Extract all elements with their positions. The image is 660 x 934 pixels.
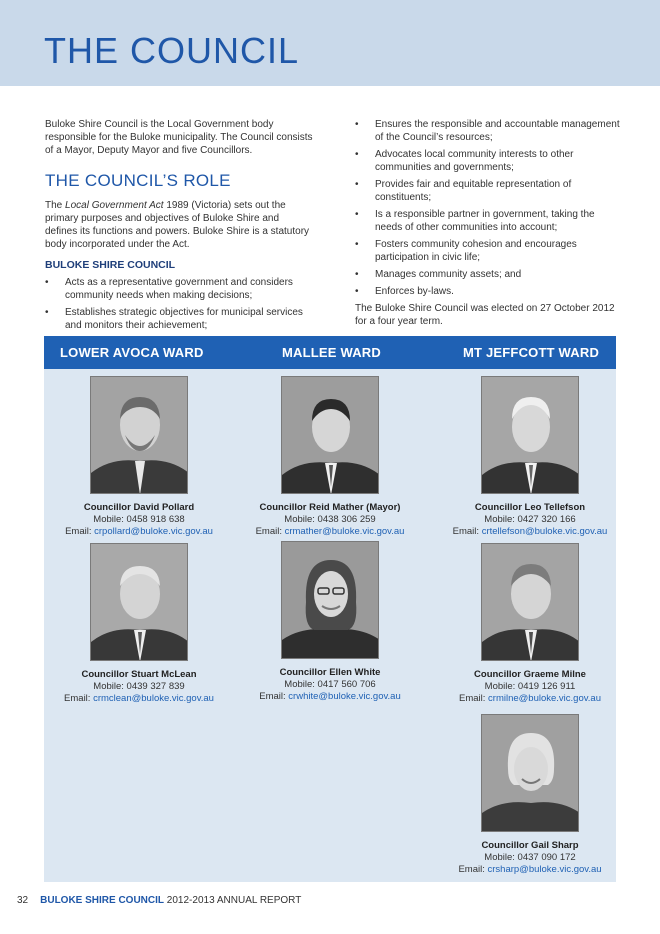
councillor-email-line	[44, 526, 234, 538]
councillor-email-link[interactable]: crmclean@buloke.vic.gov.au	[93, 693, 214, 704]
councillor-email-link[interactable]: crmather@buloke.vic.gov.au	[284, 526, 405, 537]
councillor-panel	[44, 336, 616, 882]
councillor-card-white	[235, 541, 425, 703]
role-bullets-right	[355, 118, 623, 298]
councillor-name: Councillor Leo Tellefson	[474, 502, 586, 513]
councillor-email-line	[435, 693, 625, 705]
councillor-photo	[281, 376, 379, 494]
councillor-card-pollard	[44, 376, 234, 538]
councillor-name: Councillor Graeme Milne	[474, 669, 586, 680]
councillor-email-link[interactable]: crmilne@buloke.vic.gov.au	[488, 693, 601, 704]
footer-report: 2012-2013 ANNUAL REPORT	[164, 895, 302, 906]
list-item: • Ensures the responsible and accountable management of the Council’s resources;	[355, 118, 623, 144]
list-item: • Establishes strategic objectives for municipal services and monitors their achievement;	[45, 306, 313, 332]
councillor-mobile: Mobile: 0427 320 166	[484, 514, 576, 525]
councillor-photo	[481, 376, 579, 494]
council-subheading: BULOKE SHIRE COUNCIL	[45, 259, 176, 271]
email-label: Email:	[458, 693, 486, 704]
left-column	[45, 118, 313, 336]
list-item: • Manages community assets; and	[355, 268, 623, 281]
email-label: Email:	[452, 526, 480, 537]
act-name: Local Government Act	[65, 200, 164, 211]
councillor-card-milne	[435, 543, 625, 705]
councillor-card-tellefson	[435, 376, 625, 538]
councillor-card-mclean	[44, 543, 234, 705]
councillor-email-link[interactable]: crwhite@buloke.vic.gov.au	[288, 691, 401, 702]
councillor-email-line	[435, 864, 625, 876]
councillor-photo	[481, 714, 579, 832]
email-label: Email:	[259, 691, 286, 702]
email-label: Email:	[255, 526, 282, 537]
councillor-photo	[90, 376, 188, 494]
act-paragraph	[45, 199, 313, 251]
footer-org: BULOKE SHIRE COUNCIL	[40, 895, 165, 906]
page-number: 32	[17, 895, 29, 906]
councillor-email-link[interactable]: crtellefson@buloke.vic.gov.au	[481, 526, 608, 537]
councillor-name: Councillor David Pollard	[83, 502, 195, 513]
list-item: • Is a responsible partner in government, taking the needs of other communities into account;	[355, 208, 623, 234]
email-label: Email:	[65, 526, 92, 537]
councillor-mobile: Mobile: 0437 090 172	[484, 852, 576, 863]
councillor-name: Councillor Stuart McLean	[81, 669, 197, 680]
election-note: The Buloke Shire Council was elected on 27 October 2012 for a four year term.	[355, 303, 615, 327]
councillor-email-link[interactable]: crpollard@buloke.vic.gov.au	[94, 526, 213, 537]
councillor-photo	[481, 543, 579, 661]
list-item: • Acts as a representative government and considers community needs when making decisions;	[45, 276, 313, 302]
councillor-name: Councillor Gail Sharp	[481, 840, 579, 851]
councillor-card-sharp	[435, 714, 625, 876]
councillor-mobile: Mobile: 0438 306 259	[284, 514, 376, 525]
right-column	[355, 118, 623, 328]
councillor-mobile: Mobile: 0439 327 839	[93, 681, 185, 692]
councillor-email-line	[435, 526, 625, 538]
role-heading: THE COUNCIL’S ROLE	[45, 171, 231, 190]
councillor-email-line	[235, 691, 425, 703]
list-item: • Enforces by-laws.	[355, 285, 623, 298]
list-item: • Fosters community cohesion and encourages participation in civic life;	[355, 238, 623, 264]
councillor-photo	[281, 541, 379, 659]
councillor-card-mather	[235, 376, 425, 538]
councillor-email-line	[44, 693, 234, 705]
list-item: • Provides fair and equitable representation of constituents;	[355, 178, 623, 204]
councillor-email-line	[235, 526, 425, 538]
role-bullets-left	[45, 276, 313, 332]
councillor-email-link[interactable]: crsharp@buloke.vic.gov.au	[487, 864, 602, 875]
act-rest: 1989 (Victoria) sets out the primary purposes and objectives of Buloke Shire and defines its functions and powers. Buloke Shire is a statutory body incorporated under the Act.	[45, 200, 310, 250]
ward-bar	[44, 336, 616, 369]
ward-lower-avoca: LOWER AVOCA WARD	[60, 345, 204, 360]
ward-mallee: MALLEE WARD	[282, 345, 381, 360]
email-label: Email:	[64, 693, 91, 704]
councillor-mobile: Mobile: 0419 126 911	[484, 681, 576, 692]
act-prefix: The	[45, 200, 66, 211]
councillor-photo	[90, 543, 188, 661]
councillor-name: Councillor Reid Mather (Mayor)	[259, 502, 401, 513]
email-label: Email:	[458, 864, 485, 875]
intro-paragraph: Buloke Shire Council is the Local Government body responsible for the Buloke municipality. The Council consists of a Mayor, Deputy Mayor and five Councillors.	[45, 119, 313, 156]
list-item: • Advocates local community interests to other communities and governments;	[355, 148, 623, 174]
page-title: THE COUNCIL	[44, 30, 300, 71]
councillor-mobile: Mobile: 0458 918 638	[93, 514, 185, 525]
councillor-name: Councillor Ellen White	[279, 667, 381, 678]
page-footer	[17, 895, 301, 906]
councillor-mobile: Mobile: 0417 560 706	[284, 679, 376, 690]
ward-mt-jeffcott: MT JEFFCOTT WARD	[463, 345, 600, 360]
